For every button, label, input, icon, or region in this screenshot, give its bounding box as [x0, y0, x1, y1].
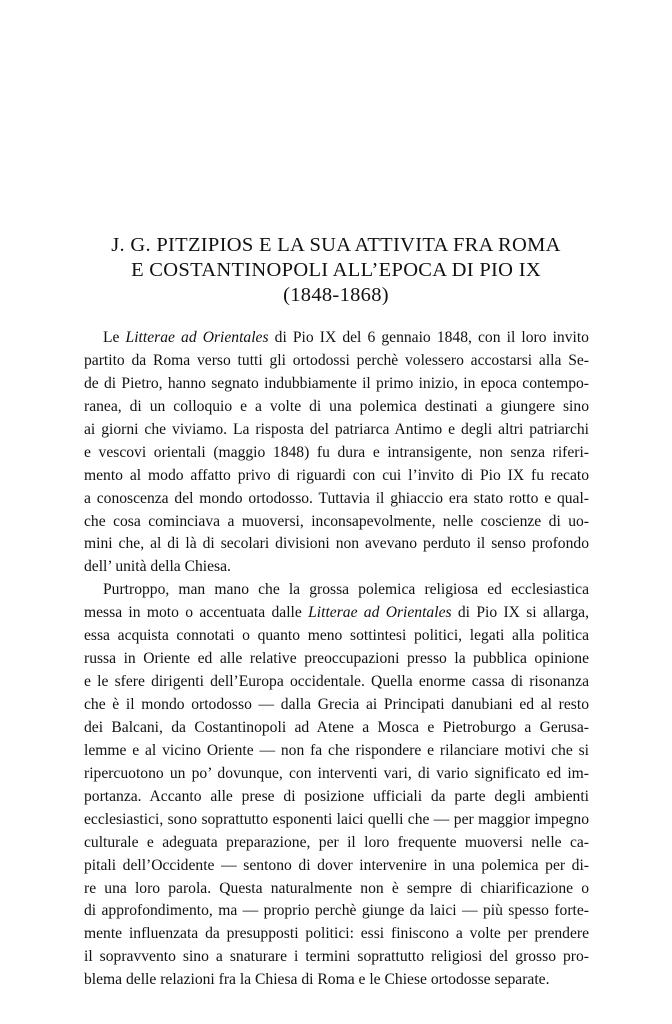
- text-line: [84, 625, 589, 648]
- text-segment: mini che, al di là di secolari divisioni non avevano perduto il senso profondo: [84, 535, 589, 553]
- text-segment: e vescovi orientali (maggio 1848) fu dura e intransigente, non senza riferi-: [84, 443, 589, 461]
- text-segment: partito da Roma verso tutti gli ortodossi perchè volessero accostarsi alla Se-: [84, 351, 589, 369]
- paragraph: [84, 327, 589, 579]
- text-line: [84, 533, 589, 556]
- text-line: [84, 740, 589, 763]
- text-segment: re una loro parola. Questa naturalmente non è sempre di chiarificazione o: [84, 879, 589, 897]
- text-line: [84, 671, 589, 694]
- text-segment: Purtroppo, man mano che la grossa polemica religiosa ed ecclesiastica: [103, 581, 589, 599]
- title-line-2: E COSTANTINOPOLI ALL’EPOCA DI PIO IX: [131, 259, 541, 281]
- text-segment: pitali dell’Occidente — sentono di dover intervenire in una polemica per di-: [84, 856, 589, 874]
- text-segment: e le sfere dirigenti dell’Europa occidentale. Quella enorme cassa di risonanza: [84, 673, 589, 691]
- title-line-3: (1848-1868): [283, 284, 389, 306]
- text-line: [84, 465, 589, 488]
- text-line: [84, 350, 589, 373]
- text-segment: ripercuotono un po’ dovunque, con interventi vari, di vario significato ed im-: [84, 764, 589, 782]
- text-line: [84, 923, 589, 946]
- title-line-1: J. G. PITZIPIOS E LA SUA ATTIVITA FRA ROMA: [111, 234, 561, 256]
- text-line: [84, 878, 589, 901]
- text-line: [84, 442, 589, 465]
- text-line: [84, 855, 589, 878]
- italic-text: Litterae ad Orientales: [125, 329, 269, 346]
- text-line: [84, 786, 589, 809]
- text-line: [84, 373, 589, 396]
- text-line: [84, 511, 589, 534]
- text-segment: ranea, di un colloquio e a volte di una polemica destinati a giungere sino: [84, 397, 589, 415]
- text-line: [84, 419, 589, 442]
- text-segment: Le: [103, 329, 126, 346]
- text-segment: che cosa cominciava a muoversi, inconsapevolmente, nelle coscienze di uo-: [84, 512, 589, 530]
- text-segment: de di Pietro, hanno segnato indubbiamente il primo inizio, in epoca contempo-: [84, 374, 589, 392]
- text-line: [84, 763, 589, 786]
- text-segment: il sopravvento sino a snaturare i termini soprattutto religiosi del grosso pro-: [84, 948, 589, 966]
- text-line: [84, 694, 589, 717]
- text-segment: messa in moto o accentuata dalle: [84, 604, 309, 622]
- text-line: [84, 717, 589, 740]
- text-segment: di Pio IX si allarga,: [451, 604, 589, 622]
- text-segment: a conoscenza del mondo ortodosso. Tuttavia il ghiaccio era stato rotto e qual-: [84, 489, 589, 507]
- text-segment: portanza. Accanto alle prese di posizione ufficiali da parte degli ambienti: [84, 787, 589, 805]
- text-segment: blema delle relazioni fra la Chiesa di Roma e le Chiese ortodosse separate.: [84, 971, 550, 989]
- text-segment: mente influenzata da presupposti politici: essi finiscono a volte per prendere: [84, 925, 589, 943]
- text-segment: culturale e adeguata preparazione, per il loro frequente muoversi nelle ca-: [84, 833, 589, 851]
- text-line: [84, 809, 589, 832]
- text-segment: russa in Oriente ed alle relative preoccupazioni presso la pubblica opinione: [84, 650, 589, 668]
- text-line: [84, 602, 589, 625]
- paragraph: [84, 579, 589, 992]
- text-segment: ecclesiastici, sono soprattutto esponenti laici quelli che — per maggior impegno: [84, 810, 589, 828]
- text-line: [84, 488, 589, 511]
- text-segment: mento al modo affatto privo di riguardi con cui l’invito di Pio IX fu recato: [84, 466, 589, 484]
- text-segment: dei Balcani, da Costantinopoli ad Atene a Mosca e Pietroburgo a Gerusa-: [84, 718, 589, 736]
- text-segment: che è il mondo ortodosso — dalla Grecia ai Principati danubiani ed al resto: [84, 696, 589, 713]
- text-line: [84, 396, 589, 419]
- text-line: [84, 832, 589, 855]
- text-segment: di approfondimento, ma — proprio perchè giunge da laici — più spesso forte-: [84, 902, 589, 920]
- italic-text: Litterae ad Orientales: [308, 604, 452, 622]
- text-line: [84, 969, 589, 992]
- text-segment: ai giorni che viviamo. La risposta del patriarca Antimo e degli altri patriarchi: [84, 420, 589, 438]
- text-segment: essa acquista connotati o quanto meno sottintesi politici, legati alla politica: [84, 627, 589, 645]
- text-line: [84, 327, 589, 350]
- text-line: [84, 648, 589, 671]
- text-line: [84, 946, 589, 969]
- article-title: [60, 233, 612, 308]
- article-body: [84, 327, 589, 992]
- text-line: [84, 579, 589, 602]
- text-segment: dell’ unità della Chiesa.: [84, 558, 231, 576]
- text-line: [84, 556, 589, 579]
- text-segment: lemme e al vicino Oriente — non fa che rispondere e rilanciare motivi che si: [84, 741, 589, 759]
- text-segment: di Pio IX del 6 gennaio 1848, con il loro invito: [268, 329, 589, 346]
- text-line: [84, 900, 589, 923]
